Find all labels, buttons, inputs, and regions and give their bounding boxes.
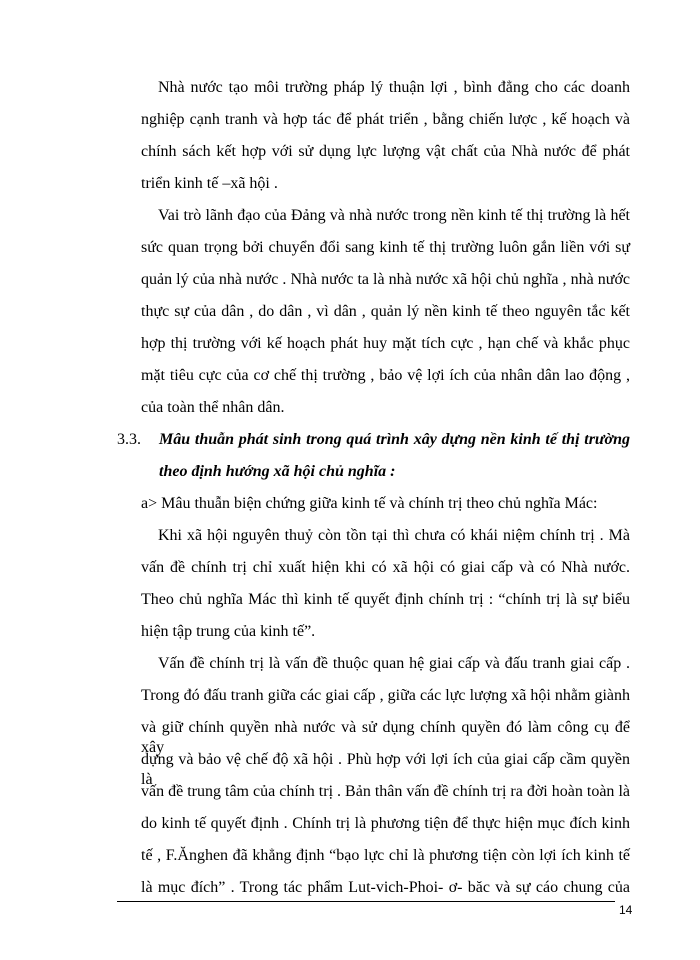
section-heading: theo định hướng xã hội chủ nghĩa : bbox=[159, 463, 396, 480]
paragraph-line: quản lý của nhà nước . Nhà nước ta là nhà nước xã hội chủ nghĩa , nhà nước bbox=[141, 271, 630, 288]
paragraph-line: hiện tập trung của kinh tế”. bbox=[141, 623, 316, 640]
page-number: 14 bbox=[619, 903, 633, 917]
paragraph-line: vấn đề trung tâm của chính trị . Bản thân vấn đề chính trị ra đời hoàn toàn là bbox=[141, 783, 630, 800]
section-heading: Mâu thuẫn phát sinh trong quá trình xây dựng nền kinh tế thị trường bbox=[159, 431, 630, 448]
paragraph-line: nghiệp cạnh tranh và hợp tác để phát triển , bằng chiến lược , kế hoạch và bbox=[141, 111, 630, 128]
paragraph-line: sức quan trọng bởi chuyển đổi sang kinh tế thị trường luôn gắn liền với sự bbox=[141, 239, 630, 256]
paragraph-line: triển kinh tế –xã hội . bbox=[141, 175, 278, 192]
paragraph-line: là mục đích” . Trong tác phẩm Lut-vich-Phoi- ơ- băc và sự cáo chung của bbox=[141, 879, 630, 896]
paragraph-line: mặt tiêu cực của cơ chế thị trường , bảo vệ lợi ích của nhân dân lao động , bbox=[141, 367, 630, 384]
paragraph-line: Vai trò lãnh đạo của Đảng và nhà nước trong nền kinh tế thị trường là hết bbox=[158, 207, 630, 224]
paragraph-line: Vấn đề chính trị là vấn đề thuộc quan hệ giai cấp và đấu tranh giai cấp . bbox=[158, 655, 630, 672]
paragraph-line: thực sự của dân , do dân , vì dân , quản lý nền kinh tế theo nguyên tắc kết bbox=[141, 303, 630, 320]
paragraph-line: của toàn thể nhân dân. bbox=[141, 399, 285, 416]
subheading-line: a> Mâu thuẫn biện chứng giữa kinh tế và chính trị theo chủ nghĩa Mác: bbox=[141, 495, 598, 512]
paragraph-line: do kinh tế quyết định . Chính trị là phương tiện để thực hiện mục đích kinh bbox=[141, 815, 630, 832]
paragraph-line: Trong đó đấu tranh giữa các giai cấp , giữa các lực lượng xã hội nhằm giành bbox=[141, 687, 630, 704]
paragraph-line: dựng và bảo vệ chế độ xã hội . Phù hợp với lợi ích của giai cấp cầm quyền là bbox=[141, 751, 630, 788]
section-number: 3.3. bbox=[117, 431, 141, 448]
paragraph-line: Khi xã hội nguyên thuỷ còn tồn tại thì chưa có khái niệm chính trị . Mà bbox=[158, 527, 630, 544]
paragraph-line: chính sách kết hợp với sử dụng lực lượng vật chất của Nhà nước để phát bbox=[141, 143, 630, 160]
paragraph-line: tế , F.Ănghen đã khẳng định “bạo lực chỉ là phương tiện còn lợi ích kinh tế bbox=[141, 847, 630, 864]
paragraph-line: và giữ chính quyền nhà nước và sử dụng chính quyền đó làm công cụ để xây bbox=[141, 719, 630, 756]
paragraph-line: vấn đề chính trị chỉ xuất hiện khi có xã hội có giai cấp và có Nhà nước. bbox=[141, 559, 630, 576]
paragraph-line: Theo chủ nghĩa Mác thì kinh tế quyết định chính trị : “chính trị là sự biểu bbox=[141, 591, 630, 608]
paragraph-line: Nhà nước tạo môi trường pháp lý thuận lợi , bình đẳng cho các doanh bbox=[158, 79, 630, 96]
paragraph-line: hợp thị trường với kế hoạch phát huy mặt tích cực , hạn chế và khắc phục bbox=[141, 335, 630, 352]
footer-divider bbox=[117, 901, 615, 902]
